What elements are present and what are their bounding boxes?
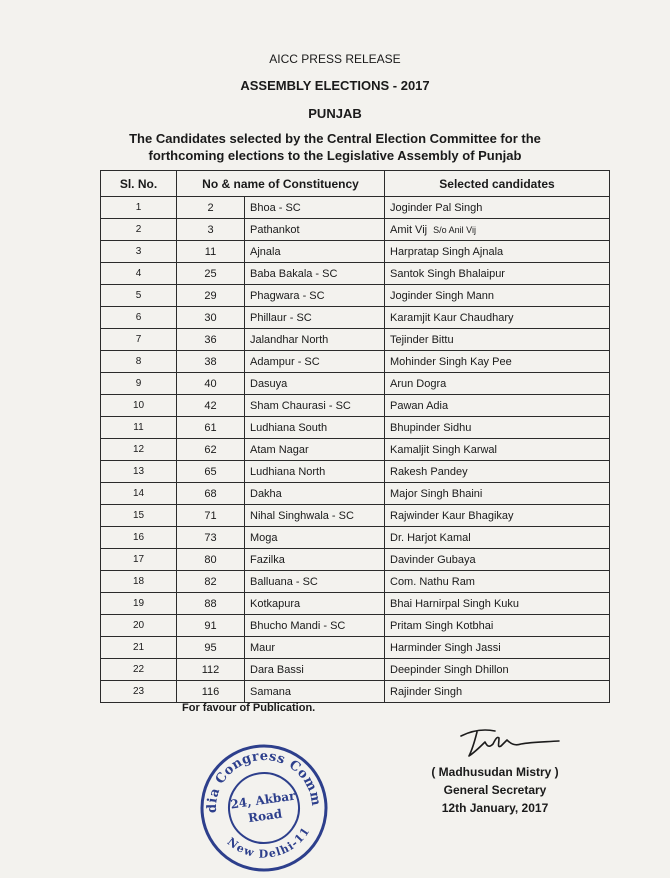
candidate-name: Bhupinder Sidhu	[390, 421, 472, 434]
cell-sl-no: 11	[101, 417, 177, 439]
cell-constituency-number: 88	[177, 593, 245, 615]
cell-candidate	[385, 395, 610, 417]
cell-constituency-name: Ajnala	[245, 241, 385, 263]
cell-constituency-name: Samana	[245, 681, 385, 703]
table-row	[101, 549, 610, 571]
candidate-name: Arun Dogra	[390, 377, 447, 390]
table-row	[101, 461, 610, 483]
cell-constituency-name: Nihal Singhwala - SC	[245, 505, 385, 527]
cell-constituency-name: Sham Chaurasi - SC	[245, 395, 385, 417]
cell-candidate	[385, 571, 610, 593]
cell-sl-no: 10	[101, 395, 177, 417]
cell-candidate	[385, 549, 610, 571]
cell-sl-no: 6	[101, 307, 177, 329]
cell-constituency-number: 29	[177, 285, 245, 307]
table-row	[101, 615, 610, 637]
candidate-name: Joginder Singh Mann	[390, 289, 494, 302]
cell-constituency-number: 91	[177, 615, 245, 637]
candidate-name: Rajwinder Kaur Bhagikay	[390, 509, 514, 522]
cell-constituency-name: Ludhiana South	[245, 417, 385, 439]
cell-sl-no: 21	[101, 637, 177, 659]
table-row	[101, 505, 610, 527]
cell-candidate	[385, 197, 610, 219]
cell-candidate	[385, 263, 610, 285]
table-row	[101, 417, 610, 439]
subtitle-line-2: forthcoming elections to the Legislative Assembly of Punjab	[148, 148, 522, 163]
table-row	[101, 241, 610, 263]
table-row	[101, 197, 610, 219]
cell-constituency-number: 65	[177, 461, 245, 483]
cell-constituency-number: 95	[177, 637, 245, 659]
cell-constituency-number: 42	[177, 395, 245, 417]
candidate-name: Mohinder Singh Kay Pee	[390, 355, 512, 368]
table-row	[101, 637, 610, 659]
candidate-name: Bhai Harnirpal Singh Kuku	[390, 597, 520, 610]
cell-constituency-number: 68	[177, 483, 245, 505]
table-row	[101, 593, 610, 615]
table-row	[101, 285, 610, 307]
cell-constituency-number: 25	[177, 263, 245, 285]
state-title: PUNJAB	[308, 106, 362, 121]
candidate-name: Joginder Pal Singh	[390, 201, 483, 214]
table-row	[101, 307, 610, 329]
cell-constituency-name: Maur	[245, 637, 385, 659]
cell-candidate	[385, 659, 610, 681]
table-header-row	[101, 171, 610, 197]
cell-constituency-name: Kotkapura	[245, 593, 385, 615]
cell-candidate	[385, 285, 610, 307]
candidate-name: Tejinder Bittu	[390, 333, 454, 346]
cell-sl-no: 13	[101, 461, 177, 483]
cell-candidate	[385, 241, 610, 263]
table-row	[101, 571, 610, 593]
cell-constituency-name: Pathankot	[245, 219, 385, 241]
cell-candidate	[385, 307, 610, 329]
document-subtitle	[0, 130, 670, 164]
cell-candidate	[385, 593, 610, 615]
cell-sl-no: 19	[101, 593, 177, 615]
cell-sl-no: 7	[101, 329, 177, 351]
cell-constituency-name: Jalandhar North	[245, 329, 385, 351]
cell-sl-no: 23	[101, 681, 177, 703]
signatory-title: General Secretary	[443, 783, 547, 797]
cell-constituency-name: Phillaur - SC	[245, 307, 385, 329]
cell-candidate	[385, 615, 610, 637]
cell-constituency-number: 82	[177, 571, 245, 593]
cell-constituency-number: 36	[177, 329, 245, 351]
column-header-constituency: No & name of Constituency	[177, 171, 385, 197]
cell-candidate	[385, 329, 610, 351]
cell-candidate	[385, 505, 610, 527]
table-body	[101, 197, 610, 703]
favour-of-publication-note: For favour of Publication.	[182, 702, 316, 714]
table-row	[101, 351, 610, 373]
candidate-name: Rakesh Pandey	[390, 465, 468, 478]
candidate-name: Santok Singh Bhalaipur	[390, 267, 505, 280]
cell-constituency-name: Balluana - SC	[245, 571, 385, 593]
candidate-name: Com. Nathu Ram	[390, 575, 475, 588]
cell-candidate	[385, 351, 610, 373]
cell-constituency-name: Dasuya	[245, 373, 385, 395]
press-release-label: AICC PRESS RELEASE	[269, 52, 401, 66]
signatory-block	[410, 763, 580, 817]
cell-sl-no: 1	[101, 197, 177, 219]
cell-sl-no: 8	[101, 351, 177, 373]
cell-candidate	[385, 483, 610, 505]
cell-sl-no: 2	[101, 219, 177, 241]
cell-constituency-name: Baba Bakala - SC	[245, 263, 385, 285]
table-row	[101, 263, 610, 285]
cell-sl-no: 20	[101, 615, 177, 637]
subtitle-line-1: The Candidates selected by the Central Election Committee for the	[129, 131, 541, 146]
cell-constituency-number: 116	[177, 681, 245, 703]
cell-constituency-name: Bhucho Mandi - SC	[245, 615, 385, 637]
cell-constituency-name: Bhoa - SC	[245, 197, 385, 219]
column-header-candidates: Selected candidates	[385, 171, 610, 197]
release-date: 12th January, 2017	[441, 801, 549, 815]
aicc-stamp	[198, 742, 330, 874]
candidate-name: Davinder Gubaya	[390, 553, 476, 566]
candidate-name: Kamaljit Singh Karwal	[390, 443, 497, 456]
cell-candidate	[385, 527, 610, 549]
cell-candidate	[385, 681, 610, 703]
cell-constituency-number: 62	[177, 439, 245, 461]
cell-constituency-number: 80	[177, 549, 245, 571]
candidate-name: Major Singh Bhaini	[390, 487, 483, 500]
candidate-name: Pritam Singh Kotbhai	[390, 619, 494, 632]
cell-constituency-number: 61	[177, 417, 245, 439]
cell-constituency-name: Dara Bassi	[245, 659, 385, 681]
candidate-name: Amit Vij	[390, 223, 428, 236]
cell-sl-no: 18	[101, 571, 177, 593]
table-row	[101, 373, 610, 395]
signature	[455, 722, 565, 762]
cell-constituency-number: 112	[177, 659, 245, 681]
cell-constituency-number: 3	[177, 219, 245, 241]
cell-sl-no: 15	[101, 505, 177, 527]
cell-constituency-number: 11	[177, 241, 245, 263]
candidate-name: Deepinder Singh Dhillon	[390, 663, 509, 676]
table-row	[101, 681, 610, 703]
candidate-note: S/o Anil Vij	[433, 224, 476, 235]
candidate-name: Rajinder Singh	[390, 685, 463, 698]
cell-sl-no: 14	[101, 483, 177, 505]
cell-constituency-name: Moga	[245, 527, 385, 549]
candidates-table	[100, 170, 610, 703]
cell-candidate	[385, 461, 610, 483]
candidate-name: Pawan Adia	[390, 399, 449, 412]
cell-constituency-name: Fazilka	[245, 549, 385, 571]
table-row	[101, 659, 610, 681]
document-title: ASSEMBLY ELECTIONS - 2017	[240, 78, 430, 93]
cell-sl-no: 3	[101, 241, 177, 263]
cell-constituency-number: 40	[177, 373, 245, 395]
cell-sl-no: 22	[101, 659, 177, 681]
cell-constituency-name: Ludhiana North	[245, 461, 385, 483]
cell-constituency-name: Phagwara - SC	[245, 285, 385, 307]
cell-constituency-name: Adampur - SC	[245, 351, 385, 373]
table-row	[101, 395, 610, 417]
cell-constituency-number: 38	[177, 351, 245, 373]
candidate-name: Dr. Harjot Kamal	[390, 531, 471, 544]
cell-constituency-name: Atam Nagar	[245, 439, 385, 461]
cell-sl-no: 12	[101, 439, 177, 461]
table-row	[101, 439, 610, 461]
stamp-address-line-1: 24, Akbar	[229, 788, 297, 812]
candidate-name: Harminder Singh Jassi	[390, 641, 501, 654]
table-row	[101, 483, 610, 505]
stamp-bottom-text: New Delhi-11	[224, 825, 313, 861]
cell-candidate	[385, 417, 610, 439]
cell-sl-no: 5	[101, 285, 177, 307]
column-header-sl-no: Sl. No.	[101, 171, 177, 197]
cell-sl-no: 9	[101, 373, 177, 395]
candidate-name: Harpratap Singh Ajnala	[390, 245, 504, 258]
cell-candidate	[385, 439, 610, 461]
table-row	[101, 219, 610, 241]
cell-candidate	[385, 219, 610, 241]
cell-constituency-name: Dakha	[245, 483, 385, 505]
cell-constituency-number: 2	[177, 197, 245, 219]
signatory-name: ( Madhusudan Mistry )	[431, 765, 559, 779]
cell-candidate	[385, 373, 610, 395]
cell-sl-no: 17	[101, 549, 177, 571]
cell-constituency-number: 71	[177, 505, 245, 527]
candidate-name: Karamjit Kaur Chaudhary	[390, 311, 514, 324]
stamp-address-line-2: Road	[247, 806, 283, 826]
cell-sl-no: 4	[101, 263, 177, 285]
table-row	[101, 527, 610, 549]
table-row	[101, 329, 610, 351]
cell-constituency-number: 73	[177, 527, 245, 549]
cell-constituency-number: 30	[177, 307, 245, 329]
stamp-ring-text: India Congress Committee	[204, 748, 324, 813]
cell-candidate	[385, 637, 610, 659]
cell-sl-no: 16	[101, 527, 177, 549]
